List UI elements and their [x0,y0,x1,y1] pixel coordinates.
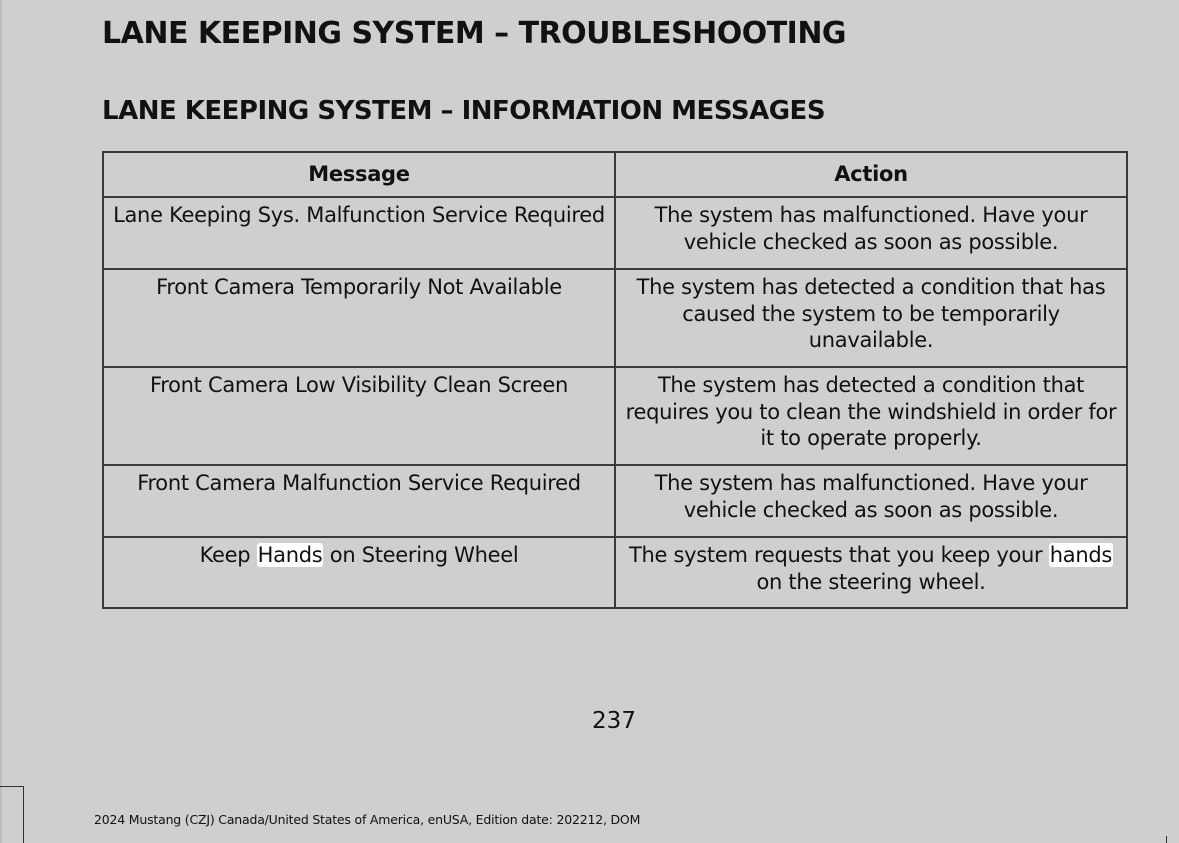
information-messages-table [102,151,1128,609]
action-text: The system requests that you keep your [628,543,1049,567]
action-cell: The system has detected a condition that has caused the system to be temporarily unavailable. [615,269,1127,367]
action-cell: The system has detected a condition that requires you to clean the windshield in order for it to operate properly. [615,367,1127,465]
search-highlight: Hands [257,543,323,567]
message-text: on Steering Wheel [323,543,519,567]
table-row [103,367,1127,465]
search-highlight: hands [1049,543,1113,567]
section-title: LANE KEEPING SYSTEM – INFORMATION MESSAGES [102,96,826,126]
message-cell: Front Camera Malfunction Service Required [103,465,615,537]
message-cell: Front Camera Low Visibility Clean Screen [103,367,615,465]
page-number: 237 [592,708,636,734]
message-cell: Front Camera Temporarily Not Available [103,269,615,367]
table-header-row [103,152,1127,197]
action-cell: The system has malfunctioned. Have your vehicle checked as soon as possible. [615,197,1127,269]
table-row [103,537,1127,608]
crop-mark [0,786,24,843]
table-row [103,269,1127,367]
message-text: Keep [199,543,257,567]
page-title: LANE KEEPING SYSTEM – TROUBLESHOOTING [102,16,847,51]
table-row [103,197,1127,269]
table-row [103,465,1127,537]
action-cell [615,537,1127,608]
message-cell [103,537,615,608]
crop-mark [1166,836,1167,843]
column-header-action: Action [615,152,1127,197]
message-cell: Lane Keeping Sys. Malfunction Service Required [103,197,615,269]
footer-edition-note: 2024 Mustang (CZJ) Canada/United States of America, enUSA, Edition date: 202212, DOM [94,812,641,827]
column-header-message: Message [103,152,615,197]
action-text: on the steering wheel. [756,569,986,594]
action-cell: The system has malfunctioned. Have your vehicle checked as soon as possible. [615,465,1127,537]
